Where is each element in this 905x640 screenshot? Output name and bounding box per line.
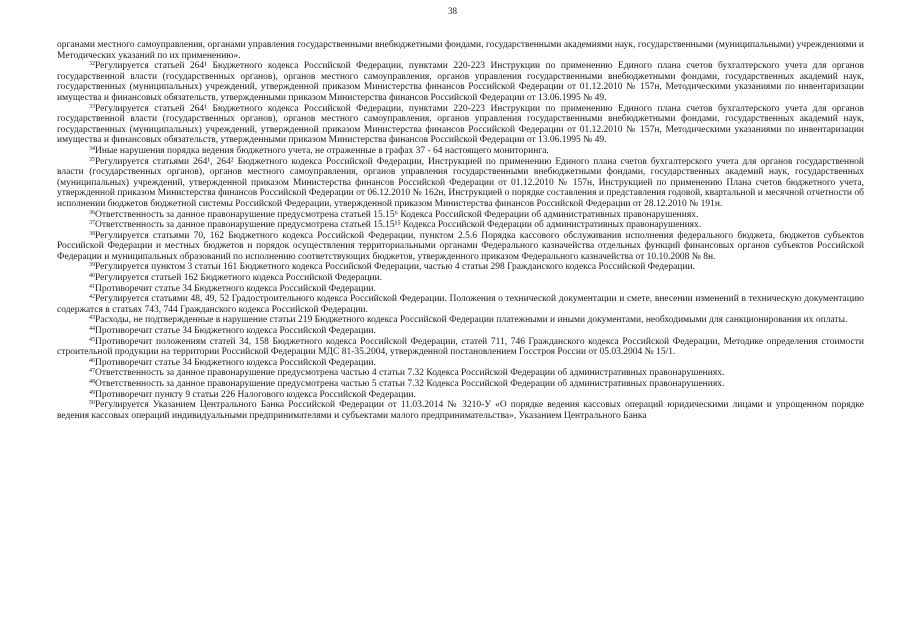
footnote-45 [57, 337, 864, 358]
footnote-number: 35 [89, 156, 95, 163]
footnote-text: Ответственность за данное правонарушение предусмотрена частью 4 статьи 7.32 Кодекса Российской Федерации об административных правонарушениях. [95, 368, 725, 379]
footnote-text: Расходы, не подтвержденные в нарушение статьи 219 Бюджетного кодекса Российской Федерации платежными и иными документами, необходимыми для санкционирования их оплаты. [95, 315, 848, 326]
footnote-number: 40 [89, 273, 95, 280]
footnote-number: 44 [89, 326, 95, 333]
footnote-number: 49 [89, 389, 95, 396]
footnote-32 [57, 61, 864, 103]
footnote-text: Ответственность за данное правонарушение предусмотрена статьей 15.15¹⁵ Кодекса Российской Федерации об административных правонарушениях. [95, 220, 702, 231]
footnote-36 [57, 210, 864, 221]
footnote-35 [57, 157, 864, 210]
footnote-48 [57, 379, 864, 390]
footnote-number: 37 [89, 220, 95, 227]
footnote-text: Регулируется пунктом 3 статьи 161 Бюджетного кодекса Российской Федерации, частью 4 статьи 298 Гражданского кодекса Российской Федерации. [95, 262, 695, 273]
footnote-text: Ответственность за данное правонарушение предусмотрена статьей 15.15⁶ Кодекса Российской Федерации об административных правонарушениях. [95, 209, 699, 220]
footnote-number: 50 [89, 400, 95, 407]
footnote-43 [57, 315, 864, 326]
footnote-number: 47 [89, 368, 95, 375]
footnote-continuation [57, 40, 864, 61]
footnote-text: Регулируется статьей 264¹ Бюджетного кодекса Российской Федерации, пунктами 220-223 Инструкции по применению Единого плана счетов бухгалтерского учета для органов государственной власти (государственных органов), органов местного самоуправления, органов управления государственными внебюджетными фондами, государственных академий наук, государственных (муниципальных) учреждений, утвержденной приказом Министерства финансов Российской Федерации от 01.12.2010 № 157н, Методическими указаниями по инвентаризации имущества и финансовых обязательств, утвержденными приказом Министерства финансов Российской Федерации от 13.06.1995 № 49. [57, 103, 864, 146]
footnote-34 [57, 146, 864, 157]
footnote-text: органами местного самоуправления, органами управления государственными внебюджетными фондами, государственными академиями наук, государственными (муниципальными) учреждениями и Методических указаний по их применению». [57, 40, 864, 61]
footnote-text: Противоречит статье 34 Бюджетного кодекса Российской Федерации. [95, 283, 376, 294]
footnote-number: 33 [89, 103, 95, 110]
footnotes-body [57, 40, 864, 421]
footnote-number: 36 [89, 209, 95, 216]
footnote-37 [57, 220, 864, 231]
page-number: 38 [448, 6, 457, 16]
footnote-text: Противоречит статье 34 Бюджетного кодекса Российской Федерации. [95, 326, 376, 337]
footnote-number: 38 [89, 230, 95, 237]
footnote-text: Противоречит пункту 9 статьи 226 Налогового кодекса Российской Федерации. [95, 389, 416, 400]
footnote-text: Регулируется статьями 48, 49, 52 Градостроительного кодекса Российской Федерации. Положения о технической документации и смете, внесении изменений в техническую документацию содержатся в статьях 743, 744 Гражданского кодекса Российской Федерации. [57, 294, 864, 315]
footnote-number: 32 [89, 61, 95, 68]
footnote-46 [57, 358, 864, 369]
footnote-42 [57, 294, 864, 315]
footnote-47 [57, 368, 864, 379]
footnote-text: Регулируется статьями 70, 162 Бюджетного кодекса Российской Федерации, пунктом 2.5.6 Порядка кассового обслуживания исполнения федерального бюджета, бюджетов субъектов Российской Федерации и местных бюджетов и порядок осуществления территориальными органами Федерального казначейства отдельных функций финансовых органов субъектов Российской Федерации и муниципальных образований по исполнению соответствующих бюджетов, утвержденного приказом Федерального казначейства от 10.10.2008 № 8н. [57, 230, 864, 262]
footnote-number: 45 [89, 336, 95, 343]
footnote-text: Противоречит статье 34 Бюджетного кодекса Российской Федерации. [95, 357, 376, 368]
footnote-text: Регулируется Указанием Центрального Банка Российской Федерации от 11.03.2014 № 3210-У «О порядке ведения кассовых операций юридическими лицами и упрощенном порядке ведения кассовых операций индивидуальными предпринимателями и субъектами малого предпринимательства», Указанием Центрального Банка [57, 400, 864, 421]
footnote-50 [57, 400, 864, 421]
footnote-33 [57, 104, 864, 146]
footnote-number: 43 [89, 315, 95, 322]
footnote-41 [57, 284, 864, 295]
footnote-number: 34 [89, 145, 95, 152]
footnote-38 [57, 231, 864, 263]
footnote-40 [57, 273, 864, 284]
footnote-text: Ответственность за данное правонарушение предусмотрена частью 5 статьи 7.32 Кодекса Российской Федерации об административных правонарушениях. [95, 379, 725, 389]
footnote-text: Регулируется статьей 264¹ Бюджетного кодекса Российской Федерации, пунктами 220-223 Инструкции по применению Единого плана счетов бухгалтерского учета для органов государственной власти (государственных органов), органов местного самоуправления, органов управления государственными внебюджетными фондами, государственных академий наук, государственных (муниципальных) учреждений, утвержденной приказом Министерства финансов Российской Федерации от 01.12.2010 № 157н, Методическими указаниями по инвентаризации имущества и финансовых обязательств, утвержденными приказом Министерства финансов Российской Федерации от 13.06.1995 № 49. [57, 61, 864, 103]
footnote-49 [57, 390, 864, 401]
footnote-number: 41 [89, 283, 95, 290]
footnote-number: 42 [89, 294, 95, 301]
footnote-text: Противоречит положениям статей 34, 158 Бюджетного кодекса Российской Федерации, статей 711, 746 Гражданского кодекса Российской Федерации, Методике определения стоимости строительной продукции на территории Российской Федерации МДС 81-35.2004, утвержденной постановлением Госстроя России от 05.03.2004 № 15/1. [57, 336, 864, 358]
footnote-number: 46 [89, 357, 95, 364]
footnote-text: Регулируется статьями 264¹, 264² Бюджетного кодекса Российской Федерации, Инструкцией по применению Единого плана счетов бухгалтерского учета для органов государственной власти (государственных органов), органов местного самоуправления, органов управления государственными внебюджетными фондами, государственных академий наук, государственных (муниципальных) учреждений, утвержденной приказом Министерства финансов Российской Федерации от 01.12.2010 № 157н, Инструкцией по применению Плана счетов бюджетного учета, утвержденной приказом Министерства финансов Российской Федерации от 06.12.2010 № 162н, Инструкцией о порядке составления и представления годовой, квартальной и месячной отчетности об исполнении бюджетов бюджетной системы Российской Федерации, утвержденной приказом Министерства финансов Российской Федерации от 28.12.2010 № 191н. [57, 156, 864, 209]
footnote-39 [57, 262, 864, 273]
footnote-text: Иные нарушения порядка ведения бюджетного учета, не отраженные в графах 37 - 64 настоящего мониторинга. [95, 145, 549, 156]
footnote-text: Регулируется статьей 162 Бюджетного кодекса Российской Федерации. [95, 273, 383, 284]
footnote-number: 39 [89, 262, 95, 269]
footnote-44 [57, 326, 864, 337]
footnote-number: 48 [89, 379, 95, 385]
